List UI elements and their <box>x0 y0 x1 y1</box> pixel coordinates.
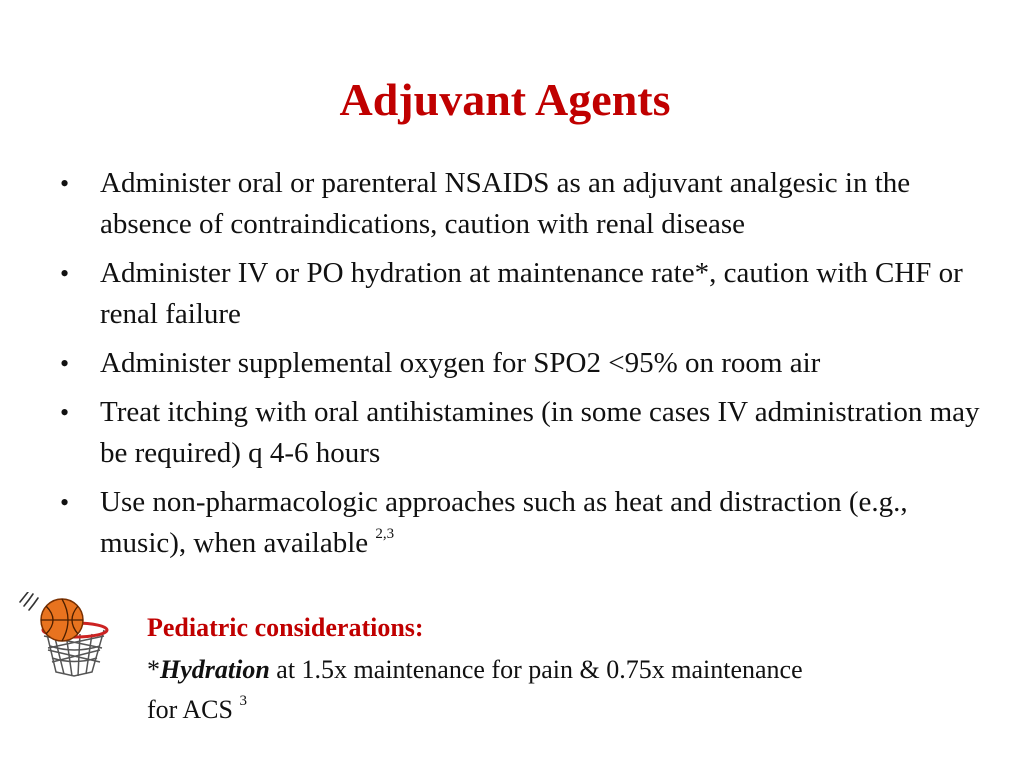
bullet-list <box>60 163 990 572</box>
hydration-emphasis: Hydration <box>160 655 270 684</box>
bullet-text: Use non-pharmacologic approaches such as heat and distraction (e.g., music), when available <box>100 486 908 559</box>
bullet-text: Administer supplemental oxygen for SPO2 <95% on room air <box>100 347 821 379</box>
bullet-item <box>60 392 990 474</box>
bullet-text: Administer oral or parenteral NSAIDS as an adjuvant analgesic in the absence of contraindications, caution with renal disease <box>100 167 911 240</box>
pediatric-acs-line <box>147 690 997 730</box>
bullet-dot: • <box>60 398 70 427</box>
citation-superscript: 2,3 <box>375 526 395 542</box>
slide-title: Adjuvant Agents <box>339 74 671 125</box>
basketball-hoop-icon <box>14 592 124 684</box>
pediatric-hydration-line <box>147 650 997 690</box>
bullet-item <box>60 253 990 335</box>
bullet-dot: • <box>60 488 70 517</box>
citation-superscript: 3 <box>239 693 247 709</box>
bullet-dot: • <box>60 259 70 288</box>
acs-text: for ACS <box>147 695 233 724</box>
bullet-dot: • <box>60 169 70 198</box>
bullet-text: Treat itching with oral antihistamines (in some cases IV administration may be required) q 4-6 hours <box>100 396 980 469</box>
pediatric-considerations <box>147 606 997 730</box>
hydration-text: at 1.5x maintenance for pain & 0.75x maintenance <box>269 655 803 684</box>
pediatric-heading: Pediatric considerations: <box>147 613 424 642</box>
bullet-item <box>60 343 990 384</box>
bullet-text: Administer IV or PO hydration at maintenance rate*, caution with CHF or renal failure <box>100 257 963 330</box>
bullet-item <box>60 482 990 564</box>
bullet-item <box>60 163 990 245</box>
bullet-dot: • <box>60 349 70 378</box>
asterisk: * <box>147 655 160 684</box>
